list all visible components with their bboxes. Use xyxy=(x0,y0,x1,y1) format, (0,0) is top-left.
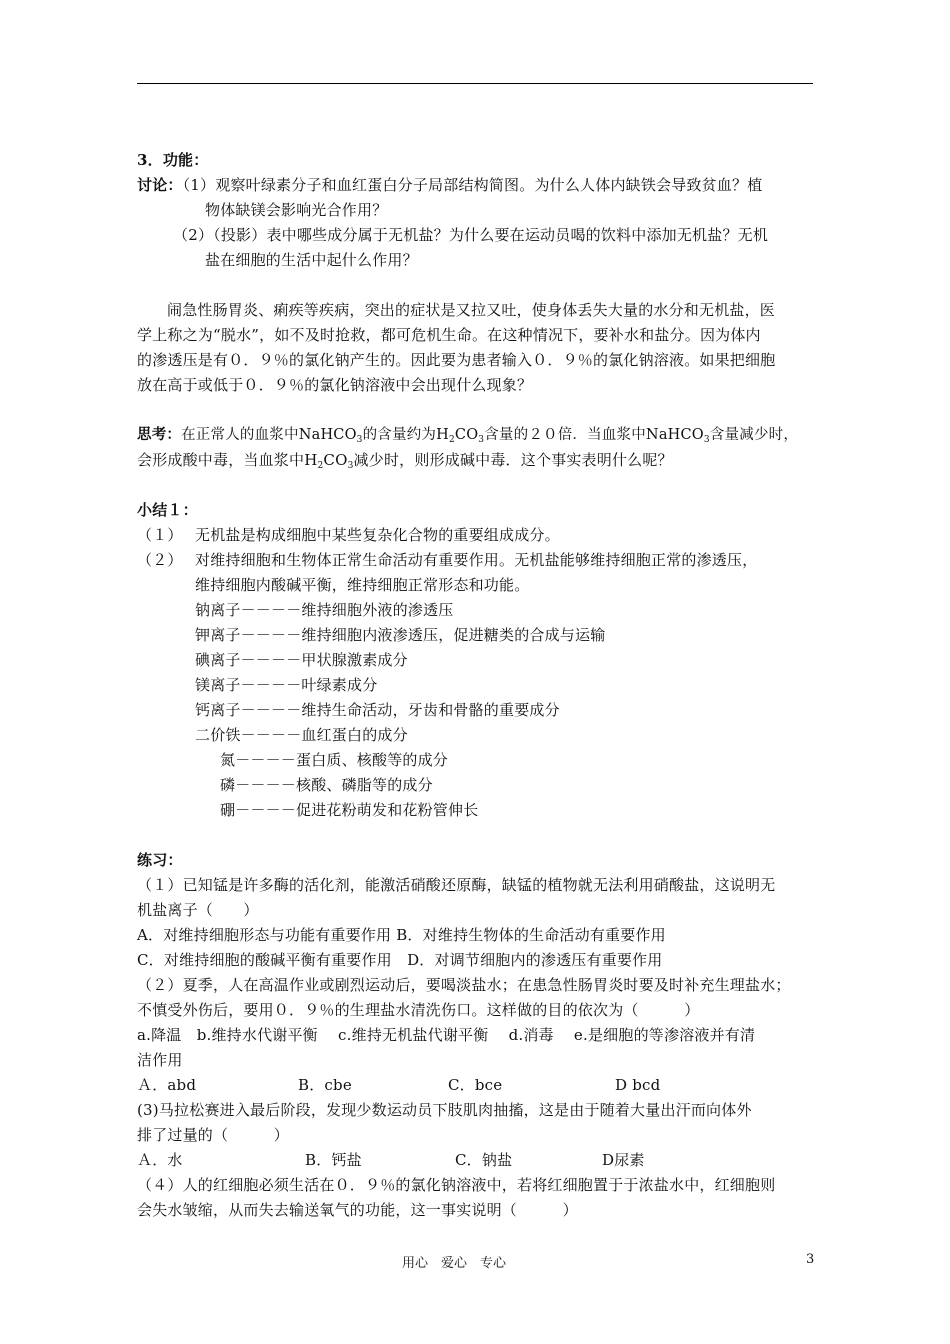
exercise-q1-options-ab: A．对维持细胞形态与功能有重要作用 B．对维持生物体的生命活动有重要作用 xyxy=(137,926,666,944)
exercise-q1-line2: 机盐离子（ ） xyxy=(137,901,259,919)
paragraph-line: 的渗透压是有０．９％的氯化钠产生的。因此要为患者输入０．９％的氯化钠溶液。如果把细胞 xyxy=(137,351,776,369)
footer-motto: 用心 爱心 专心 xyxy=(402,1256,507,1271)
exercise-q2-line2: 不慎受外伤后，要用０．９％的生理盐水清洗伤口。这样做的目的依次为（ ） xyxy=(137,1001,700,1019)
summary-item-1-number: （１） xyxy=(137,526,183,544)
exercise-q4-line2: 会失水皱缩，从而失去输送氧气的功能，这一事实说明（ ） xyxy=(137,1201,578,1219)
discussion-q1-line2: 物体缺镁会影响光合作用？ xyxy=(205,201,388,219)
summary-item-2-continuation: 维持细胞内酸碱平衡，维持细胞正常形态和功能。 xyxy=(195,576,530,594)
summary-item-2-text: 对维持细胞和生物体正常生命活动有重要作用。无机盐能够维持细胞正常的渗透压， xyxy=(195,551,758,569)
exercise-q2-line4: 洁作用 xyxy=(137,1051,183,1069)
discussion-q2-line1: （2）（投影）表中哪些成分属于无机盐？为什么要在运动员喝的饮料中添加无机盐？无机 xyxy=(173,226,769,244)
summary-title: 小结１： xyxy=(137,501,198,519)
exercise-q2-option: C．bce xyxy=(448,1076,503,1094)
exercise-q3-option: Ａ．水 xyxy=(137,1151,183,1169)
think-label: 思考： xyxy=(137,426,182,443)
ion-function-line: 碘离子－－－－甲状腺激素成分 xyxy=(195,651,408,669)
exercise-title: 练习： xyxy=(137,851,183,869)
exercise-q3-option: C．钠盐 xyxy=(455,1151,513,1169)
exercise-q2-option: D bcd xyxy=(615,1076,661,1094)
think-line2: 会形成酸中毒，当血浆中$H_2CO_3$减少时，则形成碱中毒．这个事实表明什么呢？ xyxy=(137,451,673,471)
discussion-q2-line2: 盐在细胞的生活中起什么作用？ xyxy=(205,251,418,269)
summary-item-2-number: （２） xyxy=(137,551,183,569)
exercise-q4-line1: （４）人的红细胞必须生活在０．９％的氯化钠溶液中，若将红细胞置于于浓盐水中，红细胞则 xyxy=(137,1176,776,1194)
ion-function-line: 钠离子－－－－维持细胞外液的渗透压 xyxy=(195,601,454,619)
think-line1: 思考：在正常人的血浆中NaHCO$_3$的含量约为$H_2CO_3$含量的２０倍．当血浆中NaHCO$_3$含量减少时， xyxy=(137,426,799,445)
summary-item-1-text: 无机盐是构成细胞中某些复杂化合物的重要组成成分。 xyxy=(195,526,560,544)
element-function-line: 磷－－－－核酸、磷脂等的成分 xyxy=(220,776,433,794)
exercise-q1-line1: （１）已知锰是许多酶的活化剂，能激活硝酸还原酶，缺锰的植物就无法利用硝酸盐，这说明无 xyxy=(137,876,776,894)
exercise-q1-options-cd: C．对维持细胞的酸碱平衡有重要作用 D．对调节细胞内的渗透压有重要作用 xyxy=(137,951,663,969)
ion-function-line: 钾离子－－－－维持细胞内液渗透压，促进糖类的合成与运输 xyxy=(195,626,606,644)
ion-function-line: 钙离子－－－－维持生命活动，牙齿和骨骼的重要成分 xyxy=(195,701,560,719)
element-function-line: 氮－－－－蛋白质、核酸等的成分 xyxy=(220,751,449,769)
exercise-q2-line3: a.降温 b.维持水代谢平衡 c.维持无机盐代谢平衡 d.消毒 e.是细胞的等渗溶液并有清 xyxy=(137,1026,756,1044)
header-rule xyxy=(137,83,813,84)
page-number: 3 xyxy=(806,1252,815,1267)
exercise-q3-option: B．钙盐 xyxy=(305,1151,362,1169)
section-heading: 3．功能： xyxy=(137,151,209,169)
paragraph-line: 闹急性肠胃炎、痢疾等疾病，突出的症状是又拉又吐，使身体丢失大量的水分和无机盐，医 xyxy=(167,301,776,319)
element-function-line: 硼－－－－促进花粉萌发和花粉管伸长 xyxy=(220,801,479,819)
exercise-q3-line1: (3)马拉松赛进入最后阶段，发现少数运动员下肢肌肉抽搐，这是由于随着大量出汗而向体外 xyxy=(137,1101,752,1119)
discussion-q1-line1: 讨论：（1）观察叶绿素分子和血红蛋白分子局部结构简图。为什么人体内缺铁会导致贫血？植 xyxy=(137,176,763,194)
ion-function-line: 镁离子－－－－叶绿素成分 xyxy=(195,676,378,694)
exercise-q3-option: D尿素 xyxy=(602,1151,645,1169)
paragraph-line: 学上称之为“脱水”，如不及时抢救，都可危机生命。在这种情况下，要补水和盐分。因为体内 xyxy=(137,326,761,344)
exercise-q2-option: Ａ．abd xyxy=(137,1076,197,1094)
exercise-q2-line1: （２）夏季，人在高温作业或剧烈运动后，要喝淡盐水；在患急性肠胃炎时要及时补充生理盐水； xyxy=(137,976,791,994)
discussion-label: 讨论： xyxy=(137,176,183,194)
exercise-q3-line2: 排了过量的（ ） xyxy=(137,1126,290,1144)
paragraph-line: 放在高于或低于０．９％的氯化钠溶液中会出现什么现象？ xyxy=(137,376,533,394)
exercise-q2-option: B．cbe xyxy=(298,1076,352,1094)
ion-function-line: 二价铁－－－－血红蛋白的成分 xyxy=(195,726,408,744)
